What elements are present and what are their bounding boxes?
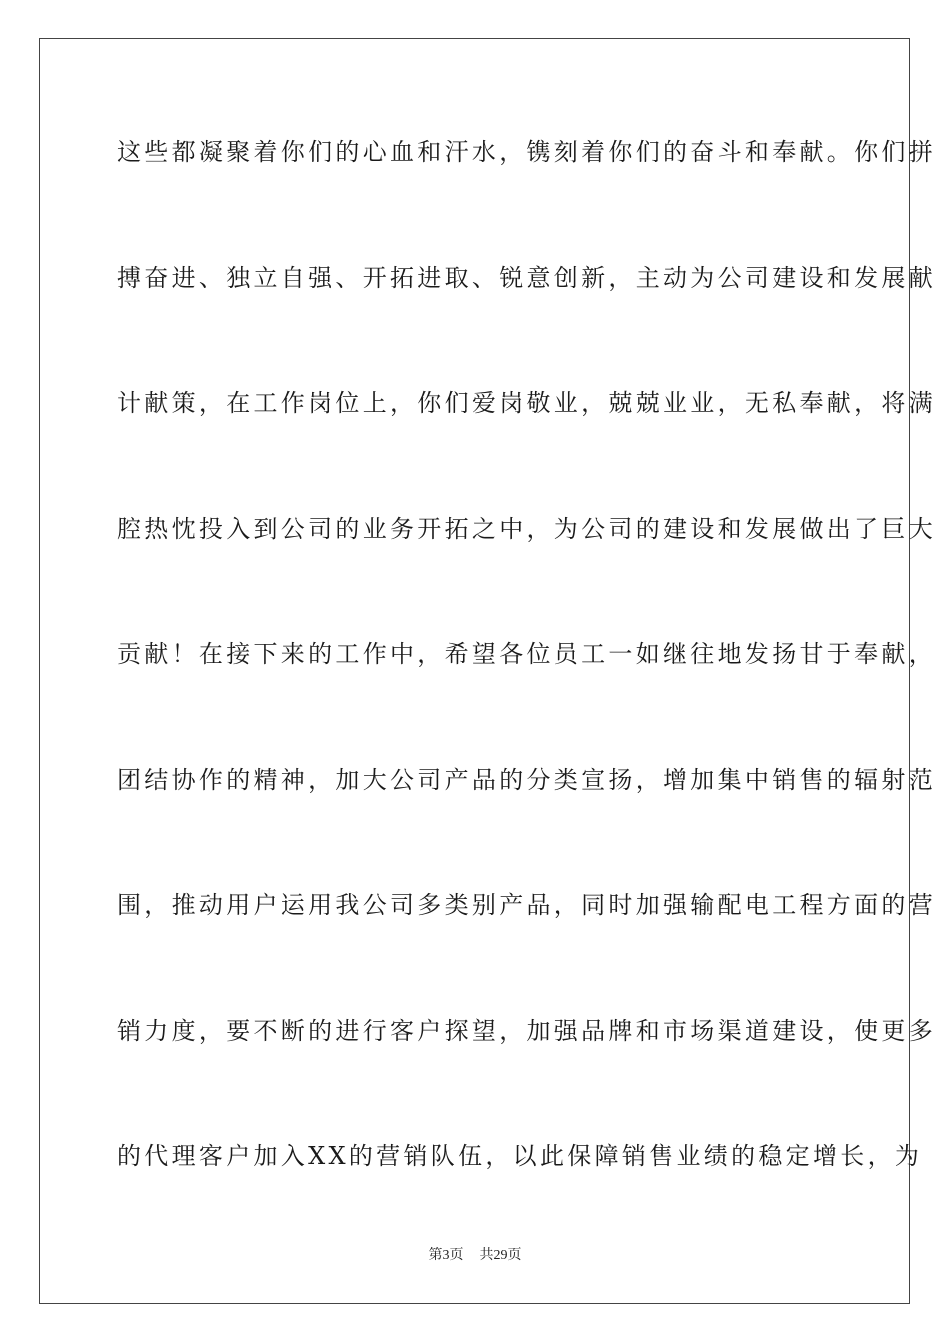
current-page-number: 第3页 [428,1248,464,1263]
page-footer [0,1246,950,1266]
body-line-1: 这些都凝聚着你们的心血和汗水，镌刻着你们的奋斗和奉献。你们拼 [117,138,936,166]
total-page-count: 共29页 [479,1248,522,1263]
body-line-9: 的代理客户加入XX的营销队伍，以此保障销售业绩的稳定增长，为 [117,1142,923,1170]
document-body [117,131,936,1261]
body-line-5: 贡献！在接下来的工作中，希望各位员工一如继往地发扬甘于奉献， [117,640,936,668]
body-line-2: 搏奋进、独立自强、开拓进取、锐意创新，主动为公司建设和发展献 [117,263,936,292]
body-line-8: 销力度，要不断的进行客户探望，加强品牌和市场渠道建设，使更多 [117,1016,936,1045]
body-line-4: 腔热忱投入到公司的业务开拓之中，为公司的建设和发展做出了巨大 [117,514,936,543]
body-line-6: 团结协作的精神，加大公司产品的分类宣扬，增加集中销售的辐射范 [117,765,936,794]
body-line-7: 围，推动用户运用我公司多类别产品，同时加强输配电工程方面的营 [117,891,936,919]
body-line-3: 计献策，在工作岗位上，你们爱岗敬业，兢兢业业，无私奉献，将满 [117,389,936,417]
